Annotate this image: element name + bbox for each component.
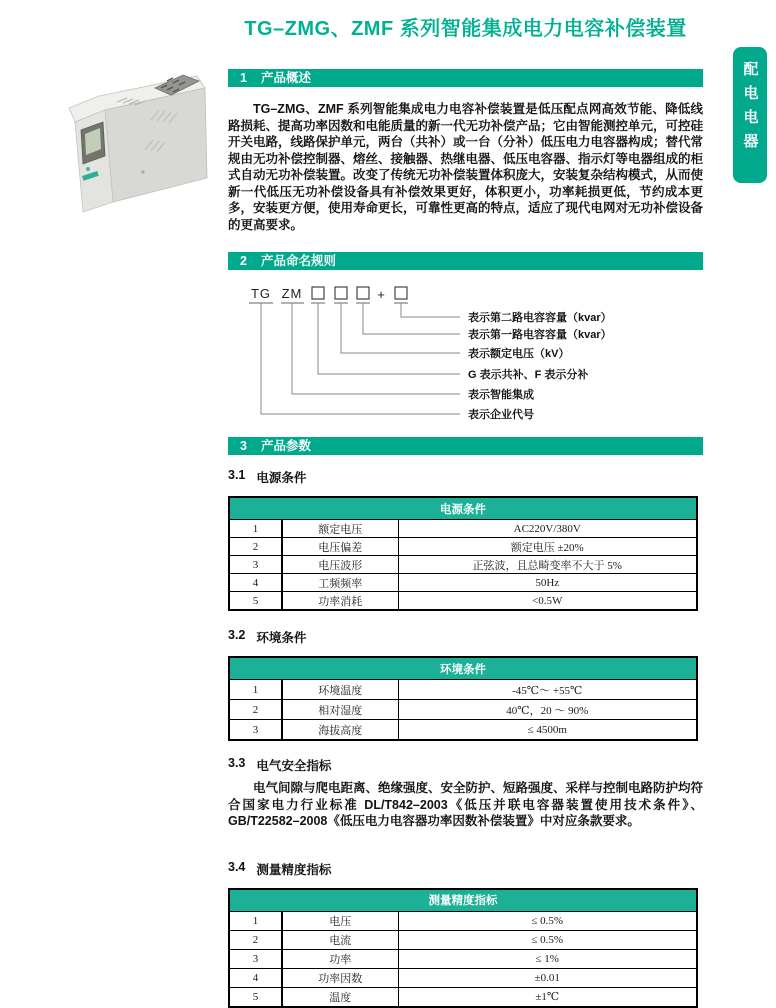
section-title: 产品命名规则: [260, 254, 336, 268]
param-name-cell: 功率: [282, 949, 398, 968]
param-name-cell: 功率因数: [282, 968, 398, 987]
row-index-cell: 3: [229, 556, 282, 574]
param-value-cell: <0.5W: [398, 592, 697, 611]
naming-label-capacity-1: 表示第一路电容容量（kvar）: [468, 329, 612, 341]
section-number: 3: [240, 439, 247, 453]
section-number: 2: [240, 254, 247, 268]
param-value-cell: 额定电压 ±20%: [398, 538, 697, 556]
overview-paragraph: TG–ZMG、ZMF 系列智能集成电力电容补偿装置是低压配点网高效节能、降低线路损耗、提高功率因数和电能质量的新一代无功补偿产品；它由智能测控单元，可控硅开关电路，线路保护单元，两台（共补）或一台（分补）低压电力电容器构成；替代常规由无功补偿控制器、熔丝、接触器、热继电器、低压电容器、指示灯等电器组成的柜式自动无功补偿装置。改变了传统无功补偿装置体积庞大，安装复杂结构模式，从而使新一代低压无功补偿设备具有补偿效果更好，体积更小，功率耗损更低，节约成本更多，安装更方便，使用寿命更长，可靠性更高的特点，适应了现代电网对无功补偿设备的更高要求。: [228, 102, 704, 232]
row-index-cell: 4: [229, 574, 282, 592]
naming-label-rated-voltage: 表示额定电压（kV）: [468, 348, 570, 360]
subsection-title: 测量精度指标: [256, 862, 332, 877]
table-header: 环境条件: [229, 657, 697, 680]
param-value-cell: AC220V/380V: [398, 520, 697, 538]
subsection-number: 3.3: [228, 756, 246, 770]
device-indicator-led: [86, 167, 90, 171]
section-title: 产品参数: [260, 439, 311, 453]
param-value-cell: ±0.01: [398, 968, 697, 987]
row-index-cell: 1: [229, 520, 282, 538]
table-measurement-accuracy: [228, 888, 698, 1008]
code-plus-sign: +: [377, 287, 385, 302]
table-environment-conditions: [228, 656, 698, 741]
subsection-title: 环境条件: [256, 631, 307, 645]
row-index-cell: 2: [229, 700, 282, 720]
param-value-cell: 50Hz: [398, 574, 697, 592]
table-row: [229, 930, 697, 949]
page-title: TG–ZMG、ZMF 系列智能集成电力电容补偿装置: [244, 18, 687, 40]
row-index-cell: 2: [229, 930, 282, 949]
row-index-cell: 2: [229, 538, 282, 556]
param-name-cell: 工频频率: [282, 574, 398, 592]
page-content: [228, 0, 703, 1008]
subsection-heading-electrical-safety: [228, 756, 703, 774]
param-name-cell: 功率消耗: [282, 592, 398, 611]
subsection-heading-measurement-accuracy: [228, 860, 703, 878]
subsection-title: 电源条件: [256, 471, 307, 485]
table-row: [229, 968, 697, 987]
section-number: 1: [240, 71, 247, 85]
table-row: [229, 949, 697, 968]
section-bar-parameters: [228, 437, 703, 455]
param-value-cell: ≤ 0.5%: [398, 930, 697, 949]
section-bar-overview: [228, 69, 703, 87]
table-row: [229, 700, 697, 720]
table-row: [229, 556, 697, 574]
table-header: 测量精度指标: [229, 889, 697, 912]
param-name-cell: 电压偏差: [282, 538, 398, 556]
table-row: [229, 592, 697, 611]
param-name-cell: 电压波形: [282, 556, 398, 574]
section-bar-naming: [228, 252, 703, 270]
param-name-cell: 电流: [282, 930, 398, 949]
section-title: 产品概述: [260, 71, 311, 85]
param-name-cell: 温度: [282, 987, 398, 1007]
code-prefix-tg: TG: [250, 286, 272, 301]
param-value-cell: -45℃～ +55℃: [398, 680, 697, 700]
code-box-group: [312, 287, 407, 299]
param-value-cell: 正弦波，且总畸变率不大于 5%: [398, 556, 697, 574]
category-side-tab[interactable]: 配电电器: [733, 47, 767, 183]
table-row: [229, 911, 697, 930]
param-name-cell: 电压: [282, 911, 398, 930]
row-index-cell: 3: [229, 720, 282, 741]
electrical-safety-paragraph: 电气间隙与爬电距离、绝缘强度、安全防护、短路强度、采样与控制电路防护均符合国家电力行业标准 DL/T842–2003《低压并联电容器装置使用技术条件》、GB/T22582–2008《低压电力电容器功率因数补偿装置》中对应条款要求。: [228, 781, 704, 828]
product-photo: [55, 50, 227, 220]
table-header: 电源条件: [229, 497, 697, 520]
param-name-cell: 相对湿度: [282, 700, 398, 720]
param-name-cell: 环境温度: [282, 680, 398, 700]
table-power-conditions: [228, 496, 698, 611]
subsection-heading-power: [228, 468, 703, 486]
row-index-cell: 1: [229, 680, 282, 700]
row-index-cell: 5: [229, 987, 282, 1007]
param-name-cell: 额定电压: [282, 520, 398, 538]
naming-label-smart-integration: 表示智能集成: [468, 389, 534, 401]
capacitor-device-illustration: [55, 50, 227, 220]
table-row: [229, 987, 697, 1007]
row-index-cell: 4: [229, 968, 282, 987]
table-row: [229, 574, 697, 592]
code-prefix-zm: ZM: [281, 286, 303, 301]
row-index-cell: 3: [229, 949, 282, 968]
subsection-number: 3.4: [228, 859, 246, 874]
naming-label-g-f-type: G 表示共补、F 表示分补: [468, 369, 589, 381]
naming-label-capacity-2: 表示第二路电容容量（kvar）: [468, 312, 612, 324]
connector-lines: [261, 303, 460, 414]
subsection-number: 3.2: [228, 628, 246, 642]
param-value-cell: ±1℃: [398, 987, 697, 1007]
row-index-cell: 5: [229, 592, 282, 611]
subsection-title: 电气安全指标: [256, 759, 332, 773]
subsection-heading-environment: [228, 628, 703, 646]
param-name-cell: 海拔高度: [282, 720, 398, 741]
table-row: [229, 680, 697, 700]
param-value-cell: ≤ 4500m: [398, 720, 697, 741]
param-value-cell: ≤ 0.5%: [398, 911, 697, 930]
param-value-cell: 40℃，20 ～ 90%: [398, 700, 697, 720]
table-row: [229, 520, 697, 538]
naming-label-enterprise-code: 表示企业代号: [468, 409, 534, 421]
table-row: [229, 720, 697, 741]
table-row: [229, 538, 697, 556]
row-index-cell: 1: [229, 911, 282, 930]
param-value-cell: ≤ 1%: [398, 949, 697, 968]
naming-rule-diagram: [228, 282, 703, 432]
subsection-number: 3.1: [228, 468, 246, 482]
